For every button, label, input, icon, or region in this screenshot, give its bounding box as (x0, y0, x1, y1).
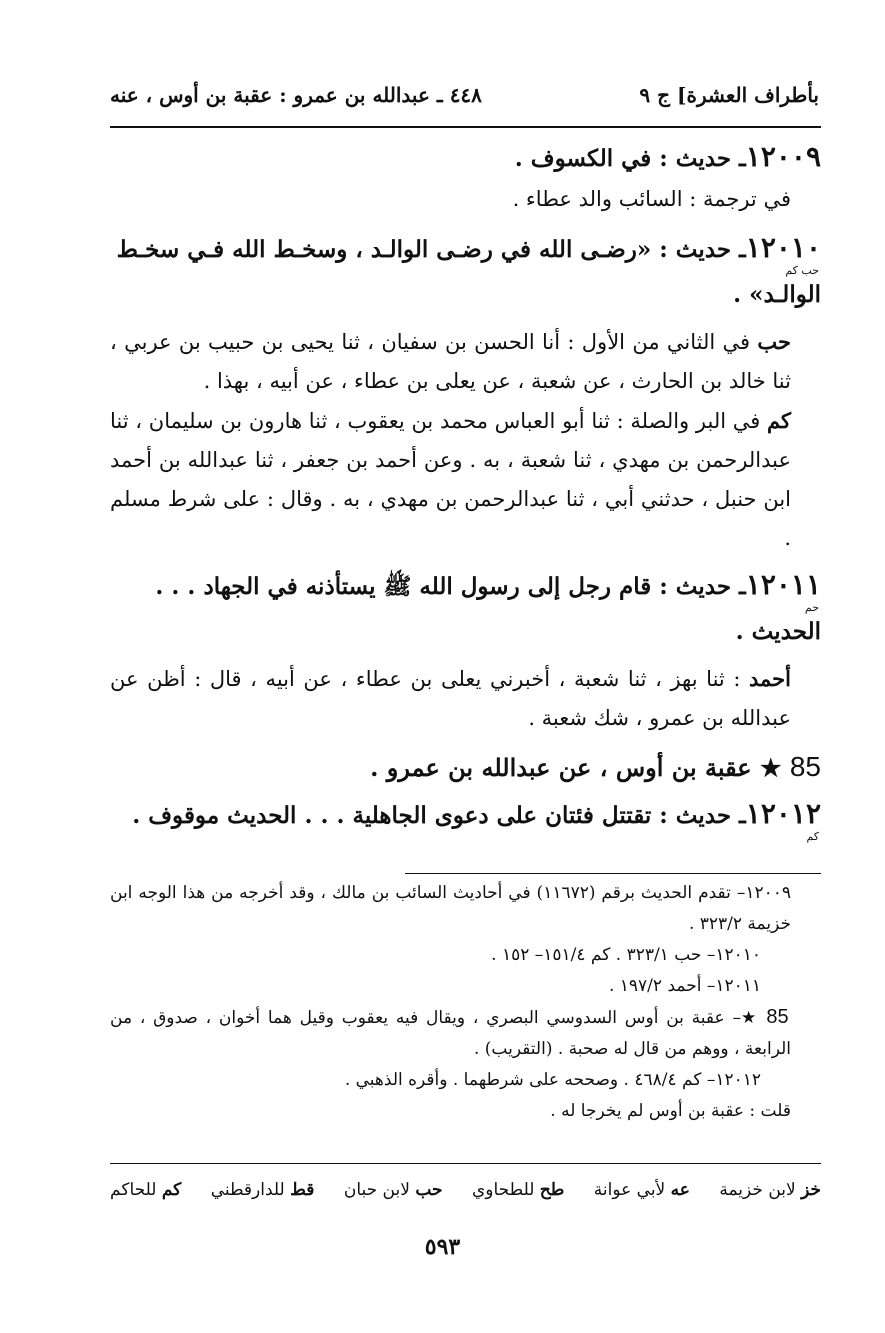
footnote: ١٢٠١٠– حب ٣٢٣/١ . كم ١٥١/٤– ١٥٢ . (491, 945, 761, 965)
abbreviation-legend (110, 1180, 821, 1200)
footnote-rule (405, 873, 821, 874)
footnote: ١٢٠٠٩– تقدم الحديث برقم (١١٦٧٢) في أحاديث السائب بن مالك ، وقد أخرجه من هذا الوجه ابن خزيمة ٣٢٣/٢ . (110, 883, 791, 934)
hadith-title-continued: الوالـد» . (733, 281, 821, 308)
header-book-title: بأطراف العشرة] ج ٩ (639, 83, 819, 107)
footnote-narrator (110, 1002, 821, 1065)
hadith-number: ١٢٠١٢ (745, 797, 821, 830)
section-title: عقبة بن أوس ، عن عبدالله بن عمرو . (370, 753, 752, 782)
hadith-number: ١٢٠١١ (745, 568, 821, 601)
page-number: ٥٩٣ (424, 1234, 461, 1260)
hadith-number: ١٢٠١٠ (745, 231, 821, 264)
isnad-paragraph (110, 322, 821, 401)
isnad-paragraph (110, 659, 821, 738)
source-sigla: كم (806, 830, 819, 843)
hadith-entry-title (110, 138, 821, 178)
star-icon: ★ (740, 1008, 759, 1028)
isnad-text: في البر والصلة : ثنا أبو العباس محمد بن يعقوب ، ثنا هارون بن سليمان ، ثنا عبدالرحمن بن مهدي ، ثنا شعبة ، به . وعن أحمد بن جعفر ، ثنا عبدالله بن أحمد ابن حنبل ، حدثني أبي ، ثنا عبدالرحمن بن مهدي ، به . وقال : على شرط مسلم . (110, 409, 791, 550)
source-sigla: حب كم (785, 264, 819, 277)
narrator-section-heading (110, 744, 821, 791)
hadith-entry-title (110, 229, 821, 269)
hadith-title: ـ حديث : «رضـى الله في رضـى الوالـد ، وسخـط الله فـي سخـط (116, 236, 746, 263)
footnote-section-number: 85 (766, 1006, 789, 1028)
isnad-text: : ثنا بهز ، ثنا شعبة ، أخبرني يعلى بن عطاء ، عن أبيه ، قال : أظن عن عبدالله بن عمرو ، شك شعبة . (110, 667, 791, 730)
legend-item: خز لابن خزيمة (719, 1180, 821, 1200)
main-text (110, 138, 821, 842)
entry-note: في ترجمة : السائب والد عطاء . (512, 187, 791, 211)
hadith-title-continued: الحديث . (735, 618, 821, 645)
legend-rule (110, 1163, 821, 1164)
footnote: ١٢٠١٢– كم ٤٦٨/٤ . وصححه على شرطهما . وأقره الذهبي . (344, 1070, 761, 1090)
header-rule (110, 126, 821, 128)
isnad-text: في الثاني من الأول : أنا الحسن بن سفيان ، ثنا يحيى بن حبيب بن عربي ، ثنا خالد بن الحارث ، عن شعبة ، عن يعلى بن عطاء ، عن أبيه ، بهذا . (110, 330, 791, 393)
legend-item: كم للحاكم (110, 1180, 182, 1200)
hadith-entry-title (110, 566, 821, 606)
hadith-number: ١٢٠٠٩ (745, 140, 821, 173)
isnad-paragraph (110, 401, 821, 558)
footnote: قلت : عقبة بن أوس لم يخرجا له . (550, 1101, 791, 1121)
legend-item: قط للدارقطني (210, 1180, 315, 1200)
star-icon: ★ (759, 753, 782, 782)
hadith-title: ـ حديث : تقتتل فئتان على دعوى الجاهلية . . . الحديث موقوف . (132, 802, 746, 829)
legend-item: عه لأبي عوانة (593, 1180, 690, 1200)
header-section-title: ٤٤٨ ـ عبدالله بن عمرو : عقبة بن أوس ، عنه (110, 83, 482, 107)
section-number: 85 (789, 751, 821, 782)
footnote: ١٢٠١١– أحمد ١٩٧/٢ . (608, 976, 761, 996)
hadith-title: ـ حديث : في الكسوف . (514, 145, 746, 172)
legend-item: حب لابن حبان (343, 1180, 443, 1200)
footnote-text: – عقبة بن أوس السدوسي البصري ، ويقال فيه يعقوب وقيل هما أخوان ، صدوق ، من الرابعة ، ووهم من قال له صحبة . (التقريب) . (110, 1008, 791, 1059)
source-sigla: حم (804, 601, 819, 614)
source-abbreviation: كم (767, 408, 791, 433)
source-abbreviation: أحمد (749, 666, 791, 691)
footnotes (110, 878, 821, 1127)
running-header (110, 78, 819, 112)
source-abbreviation: حب (757, 329, 791, 354)
hadith-title: ـ حديث : قام رجل إلى رسول الله ﷺ يستأذنه في الجهاد . . . (155, 573, 746, 600)
hadith-entry-title (110, 795, 821, 835)
legend-item: طح للطحاوي (471, 1180, 565, 1200)
